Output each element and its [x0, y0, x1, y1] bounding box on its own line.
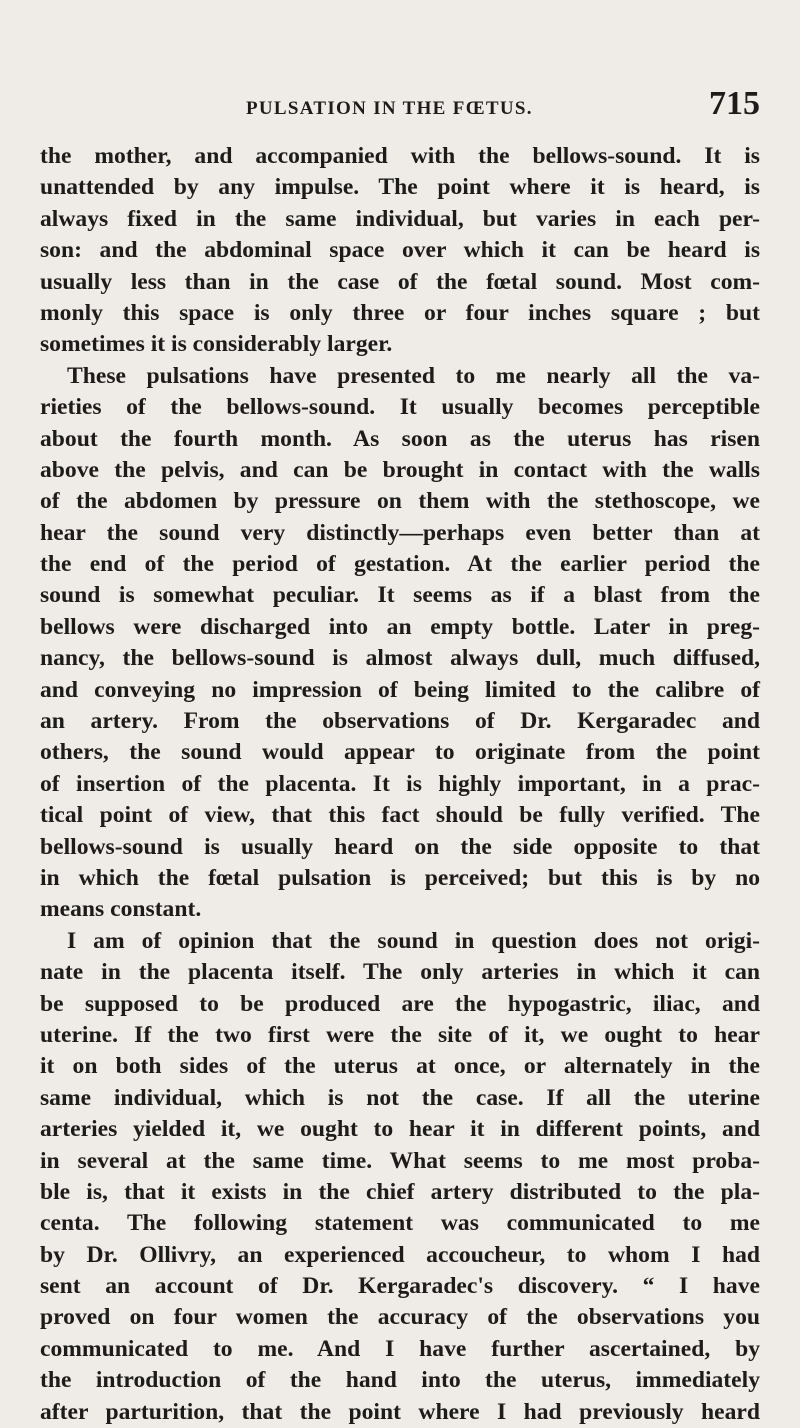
text-line: communicated to me. And I have further ascertained, by — [40, 1335, 760, 1362]
text-line: arteries yielded it, we ought to hear it in different points, and — [40, 1116, 760, 1143]
text-line: bellows-sound is usually heard on the side opposite to that — [40, 833, 760, 860]
text-line: These pulsations have presented to me nearly all the va- — [67, 362, 760, 389]
text-line: sometimes it is considerably larger. — [40, 331, 393, 358]
text-line: proved on four women the accuracy of the observations you — [40, 1304, 760, 1331]
text-line: rieties of the bellows-sound. It usually becomes perceptible — [40, 394, 760, 421]
text-line: an artery. From the observations of Dr. Kergaradec and — [40, 708, 760, 735]
text-line: tical point of view, that this fact should be fully verified. The — [40, 802, 760, 829]
text-line: of the abdomen by pressure on them with the stethoscope, we — [40, 488, 760, 515]
text-line: uterine. If the two first were the site of it, we ought to hear — [40, 1021, 760, 1048]
text-line: ble is, that it exists in the chief artery distributed to the pla- — [40, 1178, 760, 1205]
text-line: of insertion of the placenta. It is highly important, in a prac- — [40, 770, 760, 797]
text-line: about the fourth month. As soon as the uterus has risen — [40, 425, 760, 452]
text-line: nate in the placenta itself. The only arteries in which it can — [40, 959, 760, 986]
text-line: hear the sound very distinctly—perhaps even better than at — [40, 519, 760, 546]
text-line: the end of the period of gestation. At the earlier period the — [40, 551, 760, 578]
text-line: son: and the abdominal space over which it can be heard is — [40, 237, 760, 264]
text-line: bellows were discharged into an empty bottle. Later in preg- — [40, 613, 760, 640]
text-line: and conveying no impression of being limited to the calibre of — [40, 676, 760, 703]
text-line: I am of opinion that the sound in question does not origi- — [67, 927, 760, 954]
text-line: monly this space is only three or four inches square ; but — [40, 299, 760, 326]
text-line: others, the sound would appear to originate from the point — [40, 739, 760, 766]
body-text — [40, 141, 760, 1428]
text-line: above the pelvis, and can be brought in contact with the walls — [40, 456, 760, 483]
text-line: usually less than in the case of the fœtal sound. Most com- — [40, 268, 760, 295]
text-line: by Dr. Ollivry, an experienced accoucheur, to whom I had — [40, 1241, 760, 1268]
text-line: means constant. — [40, 896, 202, 923]
text-line: unattended by any impulse. The point where it is heard, is — [40, 174, 760, 201]
text-line: sent an account of Dr. Kergaradec's discovery. “ I have — [40, 1273, 760, 1300]
text-line: the mother, and accompanied with the bellows-sound. It is — [40, 143, 760, 169]
text-line: be supposed to be produced are the hypogastric, iliac, and — [40, 990, 760, 1017]
running-head — [40, 84, 760, 124]
text-line: sound is somewhat peculiar. It seems as if a blast from the — [40, 582, 760, 609]
text-line: nancy, the bellows-sound is almost always dull, much diffused, — [40, 645, 760, 672]
text-line: in which the fœtal pulsation is perceived; but this is by no — [40, 864, 760, 891]
text-line: always fixed in the same individual, but varies in each per- — [40, 205, 760, 232]
page-number: 715 — [709, 85, 760, 122]
running-title: PULSATION IN THE FŒTUS. — [246, 98, 533, 119]
text-line: same individual, which is not the case. If all the uterine — [40, 1084, 760, 1111]
text-line: after parturition, that the point where I had previously heard — [40, 1398, 760, 1425]
text-line: in several at the same time. What seems to me most proba- — [40, 1147, 760, 1174]
text-line: it on both sides of the uterus at once, or alternately in the — [40, 1053, 760, 1080]
text-line: the introduction of the hand into the uterus, immediately — [40, 1367, 760, 1394]
text-line: centa. The following statement was communicated to me — [40, 1210, 760, 1237]
